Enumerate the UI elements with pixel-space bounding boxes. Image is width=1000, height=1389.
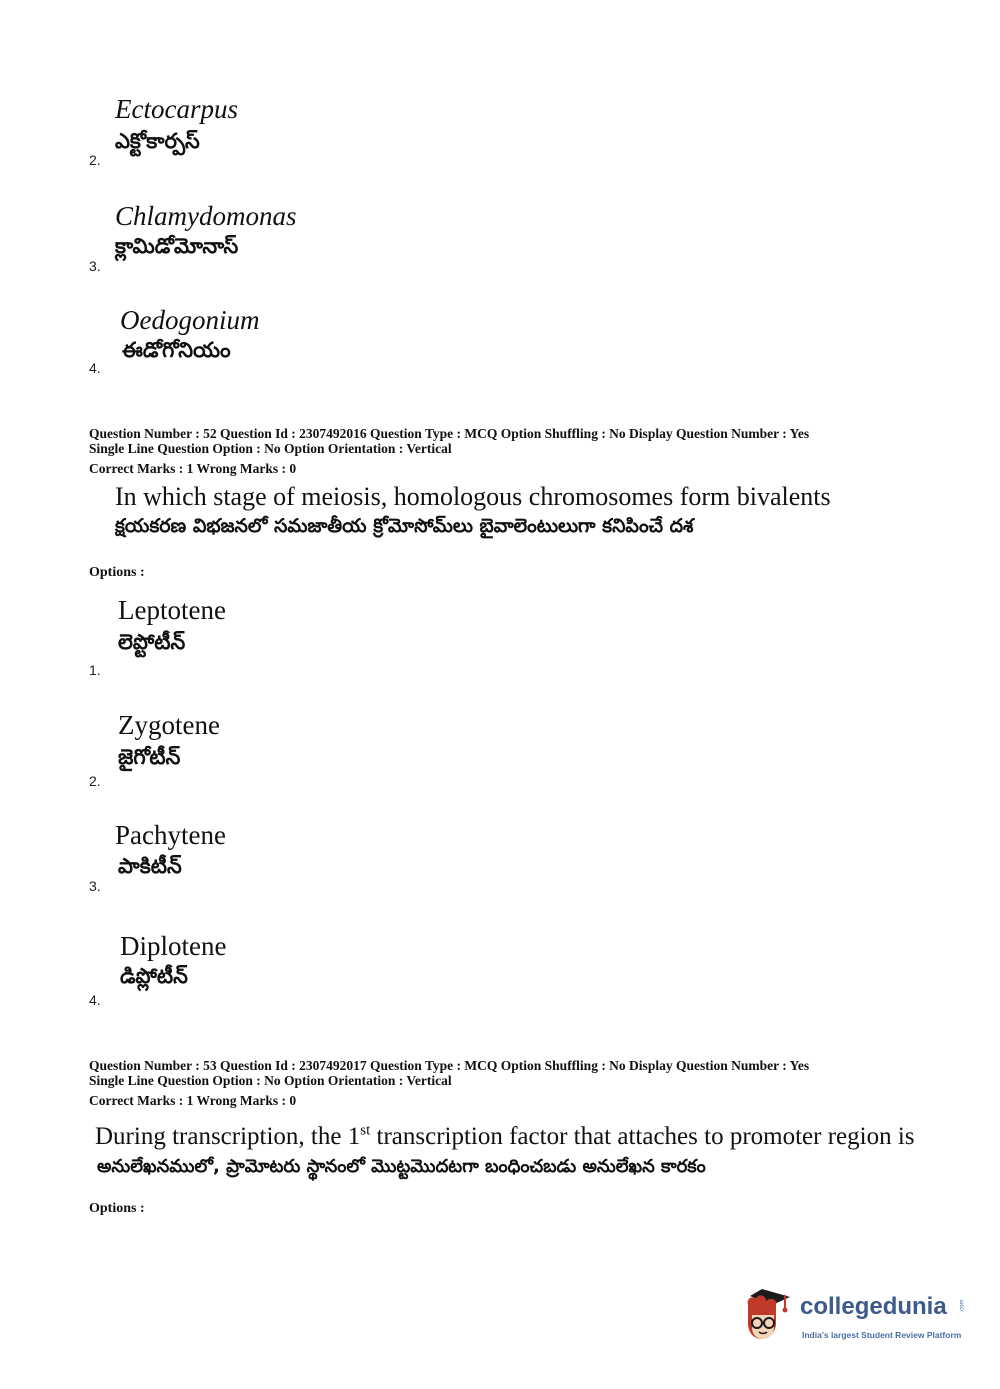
q53-meta-line3: Correct Marks : 1 Wrong Marks : 0 [89, 1093, 297, 1108]
logo-mascot-icon [742, 1283, 800, 1345]
q52-option-3-number: 3. [89, 878, 101, 894]
q52-option-4-telugu: డిప్లోటీన్ [120, 964, 188, 988]
q52-option-2-number: 2. [89, 773, 101, 789]
q53-question-english-sup: st [360, 1122, 371, 1139]
q53-question-english [95, 1123, 915, 1151]
prev-option-2-english: Ectocarpus [115, 94, 238, 124]
q52-meta-line1: Question Number : 52 Question Id : 2307492016 Question Type : MCQ Option Shuffling : No Display Question Number : Yes [89, 426, 810, 441]
q52-option-1-telugu: లెప్టోటీన్ [118, 630, 186, 654]
prev-option-3-telugu: క్లామిడోమోనాస్ [115, 234, 239, 258]
q52-option-1-english: Leptotene [118, 595, 226, 625]
collegedunia-logo [742, 1283, 972, 1353]
q53-meta-line2: Single Line Question Option : No Option Orientation : Vertical [89, 1073, 452, 1088]
logo-tagline: India's largest Student Review Platform [802, 1330, 962, 1340]
logo-wordmark: collegedunia [800, 1293, 947, 1320]
prev-option-2-number: 2. [89, 152, 101, 168]
prev-option-4-number: 4. [89, 360, 101, 376]
prev-option-4-telugu: ఈడోగోనియం [122, 338, 231, 362]
q52-meta-line3: Correct Marks : 1 Wrong Marks : 0 [89, 461, 297, 476]
q53-options-label: Options : [89, 1201, 145, 1216]
q53-question-english-after: transcription factor that attaches to promoter region is [370, 1123, 915, 1150]
q52-option-3-telugu: పాకిటీన్ [118, 854, 182, 878]
q53-meta-line1: Question Number : 53 Question Id : 2307492017 Question Type : MCQ Option Shuffling : No Display Question Number : Yes [89, 1058, 810, 1073]
q52-option-4-number: 4. [89, 992, 101, 1008]
prev-option-3-number: 3. [89, 258, 101, 274]
q52-question-english: In which stage of meiosis, homologous chromosomes form bivalents [115, 482, 831, 511]
q53-question-telugu: అనులేఖనములో, ప్రామోటరు స్థానంలో మొట్టమొదటగా బంధించబడు అనులేఖన కారకం [97, 1156, 706, 1177]
prev-option-4-english: Oedogonium [120, 305, 260, 335]
logo-com: .com [959, 1299, 966, 1313]
q52-option-2-telugu: జైగోటీన్ [118, 745, 181, 769]
q52-meta-line2: Single Line Question Option : No Option Orientation : Vertical [89, 441, 452, 456]
prev-option-2-telugu: ఎక్టోకార్పస్ [115, 129, 200, 153]
q53-question-english-before: During transcription, the 1 [95, 1123, 361, 1150]
q52-option-1-number: 1. [89, 662, 101, 678]
q52-question-telugu: క్షయకరణ విభజనలో సమజాతీయ క్రోమోసోమ్‌లు బైవాలెంటులుగా కనిపించే దశ [115, 515, 694, 537]
q52-option-3-english: Pachytene [115, 820, 226, 850]
q52-option-2-english: Zygotene [118, 710, 220, 740]
q52-option-4-english: Diplotene [120, 931, 227, 961]
q52-options-label: Options : [89, 565, 145, 580]
prev-option-3-english: Chlamydomonas [115, 201, 297, 231]
